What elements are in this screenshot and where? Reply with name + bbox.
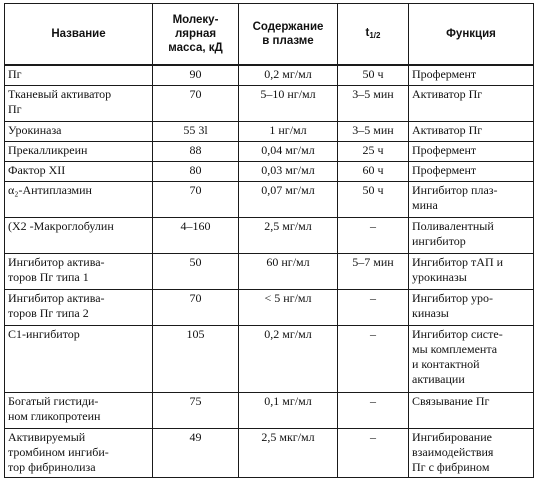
half-life-cell: – bbox=[338, 326, 409, 393]
molecular-mass-cell: 88 bbox=[153, 142, 239, 162]
function-line: Активатор Пг bbox=[412, 123, 483, 137]
function-line: Активатор Пг bbox=[412, 87, 483, 101]
function-line: мина bbox=[412, 198, 438, 212]
component-name-line: торов Пг типа 1 bbox=[8, 270, 89, 284]
half-life-cell: – bbox=[338, 218, 409, 254]
function-line: Ингибитор плаз- bbox=[412, 183, 498, 197]
component-name-line: Активируемый bbox=[8, 430, 86, 444]
molecular-mass-cell: 80 bbox=[153, 162, 239, 182]
table-row bbox=[5, 218, 534, 254]
plasma-content-cell: 0,03 мг/мл bbox=[239, 162, 338, 182]
molecular-mass-cell: 105 bbox=[153, 326, 239, 393]
table-row bbox=[5, 429, 534, 478]
header-molecular-mass bbox=[153, 4, 239, 66]
component-name-line: α₂-Антиплазмин bbox=[8, 183, 92, 197]
molecular-mass-cell: 50 bbox=[153, 254, 239, 290]
plasma-content-cell: < 5 нг/мл bbox=[239, 290, 338, 326]
function-line: Пг с фибрином bbox=[412, 460, 490, 474]
component-name-line: Фактор XII bbox=[8, 163, 66, 177]
function-line: взаимодействия bbox=[412, 445, 494, 459]
molecular-mass-cell: 70 bbox=[153, 86, 239, 122]
plasma-content-cell: 2,5 мкг/мл bbox=[239, 429, 338, 478]
half-life-cell: 60 ч bbox=[338, 162, 409, 182]
function-line: киназы bbox=[412, 306, 449, 320]
header-half-life-subscript: 1/2 bbox=[369, 30, 381, 40]
function-cell bbox=[409, 290, 534, 326]
half-life-cell: 5–7 мин bbox=[338, 254, 409, 290]
plasma-content-cell: 2,5 мг/мл bbox=[239, 218, 338, 254]
table-row bbox=[5, 142, 534, 162]
component-name-cell bbox=[5, 326, 153, 393]
component-name-cell bbox=[5, 142, 153, 162]
component-name-line: торов Пг типа 2 bbox=[8, 306, 89, 320]
molecular-mass-cell: 70 bbox=[153, 182, 239, 218]
component-name-cell bbox=[5, 393, 153, 429]
component-name-cell bbox=[5, 254, 153, 290]
component-name-line: Пг bbox=[8, 102, 22, 116]
plasma-content-cell: 1 нг/мл bbox=[239, 122, 338, 142]
header-function-text: Функция bbox=[446, 28, 496, 40]
fibrinolysis-components-table bbox=[4, 3, 534, 478]
component-name-cell bbox=[5, 429, 153, 478]
component-name-cell bbox=[5, 290, 153, 326]
table-header bbox=[5, 4, 534, 66]
function-line: Поливалентный bbox=[412, 219, 494, 233]
function-line: Профермент bbox=[412, 67, 477, 81]
half-life-cell: – bbox=[338, 393, 409, 429]
function-line: активации bbox=[412, 372, 465, 386]
function-cell bbox=[409, 218, 534, 254]
function-cell bbox=[409, 122, 534, 142]
function-line: Ингибитор уро- bbox=[412, 291, 494, 305]
table-row bbox=[5, 393, 534, 429]
half-life-cell: – bbox=[338, 290, 409, 326]
plasma-content-cell: 0,04 мг/мл bbox=[239, 142, 338, 162]
function-cell bbox=[409, 182, 534, 218]
header-name-text: Название bbox=[51, 28, 106, 40]
table-row bbox=[5, 162, 534, 182]
function-line: и контактной bbox=[412, 357, 480, 371]
function-cell bbox=[409, 142, 534, 162]
header-name bbox=[5, 4, 153, 66]
plasma-content-cell: 0,1 мг/мл bbox=[239, 393, 338, 429]
table-row bbox=[5, 182, 534, 218]
half-life-cell: 3–5 мин bbox=[338, 122, 409, 142]
component-name-line: Урокиназа bbox=[8, 123, 62, 137]
component-name-line: тромбином ингиби- bbox=[8, 445, 109, 459]
component-name-cell bbox=[5, 122, 153, 142]
component-name-line: (X2 -Макроглобулин bbox=[8, 219, 114, 233]
half-life-cell: – bbox=[338, 429, 409, 478]
plasma-content-cell: 5–10 нг/мл bbox=[239, 86, 338, 122]
table-row bbox=[5, 65, 534, 86]
header-mass-line-1: Молеку- bbox=[172, 14, 219, 26]
function-cell bbox=[409, 65, 534, 86]
plasma-content-cell: 0,2 мг/мл bbox=[239, 326, 338, 393]
molecular-mass-cell: 70 bbox=[153, 290, 239, 326]
plasma-content-cell: 0,2 мг/мл bbox=[239, 65, 338, 86]
component-name-cell bbox=[5, 65, 153, 86]
component-name-cell bbox=[5, 86, 153, 122]
header-row bbox=[5, 4, 534, 66]
molecular-mass-cell: 49 bbox=[153, 429, 239, 478]
component-name-cell bbox=[5, 162, 153, 182]
header-plasma-line-1: Содержание bbox=[252, 21, 324, 33]
component-name-line: Ингибитор актива- bbox=[8, 255, 105, 269]
function-line: Связывание Пг bbox=[412, 394, 490, 408]
component-name-line: Пг bbox=[8, 67, 22, 81]
function-cell bbox=[409, 254, 534, 290]
molecular-mass-cell: 4–160 bbox=[153, 218, 239, 254]
header-mass-line-3: масса, кД bbox=[168, 42, 223, 54]
function-line: Ингибирование bbox=[412, 430, 492, 444]
function-line: урокиназы bbox=[412, 270, 467, 284]
plasma-content-cell: 60 нг/мл bbox=[239, 254, 338, 290]
function-line: Ингибитор систе- bbox=[412, 327, 503, 341]
function-cell bbox=[409, 429, 534, 478]
component-name-line: тор фибринолиза bbox=[8, 460, 96, 474]
half-life-cell: 50 ч bbox=[338, 65, 409, 86]
function-line: Профермент bbox=[412, 163, 477, 177]
header-plasma-line-2: в плазме bbox=[262, 35, 314, 47]
component-name-line: С1-ингибитор bbox=[8, 327, 80, 341]
table-row bbox=[5, 290, 534, 326]
half-life-cell: 3–5 мин bbox=[338, 86, 409, 122]
plasma-content-cell: 0,07 мг/мл bbox=[239, 182, 338, 218]
table-row bbox=[5, 254, 534, 290]
component-name-cell bbox=[5, 218, 153, 254]
component-name-line: Тканевый активатор bbox=[8, 87, 112, 101]
header-function bbox=[409, 4, 534, 66]
function-cell bbox=[409, 86, 534, 122]
function-line: ингибитор bbox=[412, 234, 466, 248]
table-body bbox=[5, 65, 534, 478]
table-row bbox=[5, 326, 534, 393]
header-half-life bbox=[338, 4, 409, 66]
fibrinolysis-components-table-page bbox=[4, 3, 533, 478]
molecular-mass-cell: 90 bbox=[153, 65, 239, 86]
component-name-line: Прекалликреин bbox=[8, 143, 88, 157]
component-name-cell bbox=[5, 182, 153, 218]
half-life-cell: 25 ч bbox=[338, 142, 409, 162]
function-line: Ингибитор тАП и bbox=[412, 255, 504, 269]
component-name-line: ном гликопротеин bbox=[8, 409, 101, 423]
component-name-line: Богатый гистиди- bbox=[8, 394, 99, 408]
function-line: Профермент bbox=[412, 143, 477, 157]
molecular-mass-cell: 75 bbox=[153, 393, 239, 429]
function-cell bbox=[409, 393, 534, 429]
header-plasma-content bbox=[239, 4, 338, 66]
header-half-life-main: t bbox=[365, 26, 370, 39]
table-row bbox=[5, 86, 534, 122]
header-mass-line-2: лярная bbox=[174, 28, 217, 40]
half-life-cell: 50 ч bbox=[338, 182, 409, 218]
component-name-line: Ингибитор актива- bbox=[8, 291, 105, 305]
function-line: мы комплемента bbox=[412, 342, 498, 356]
molecular-mass-cell: 55 3l bbox=[153, 122, 239, 142]
table-row bbox=[5, 122, 534, 142]
function-cell bbox=[409, 326, 534, 393]
function-cell bbox=[409, 162, 534, 182]
